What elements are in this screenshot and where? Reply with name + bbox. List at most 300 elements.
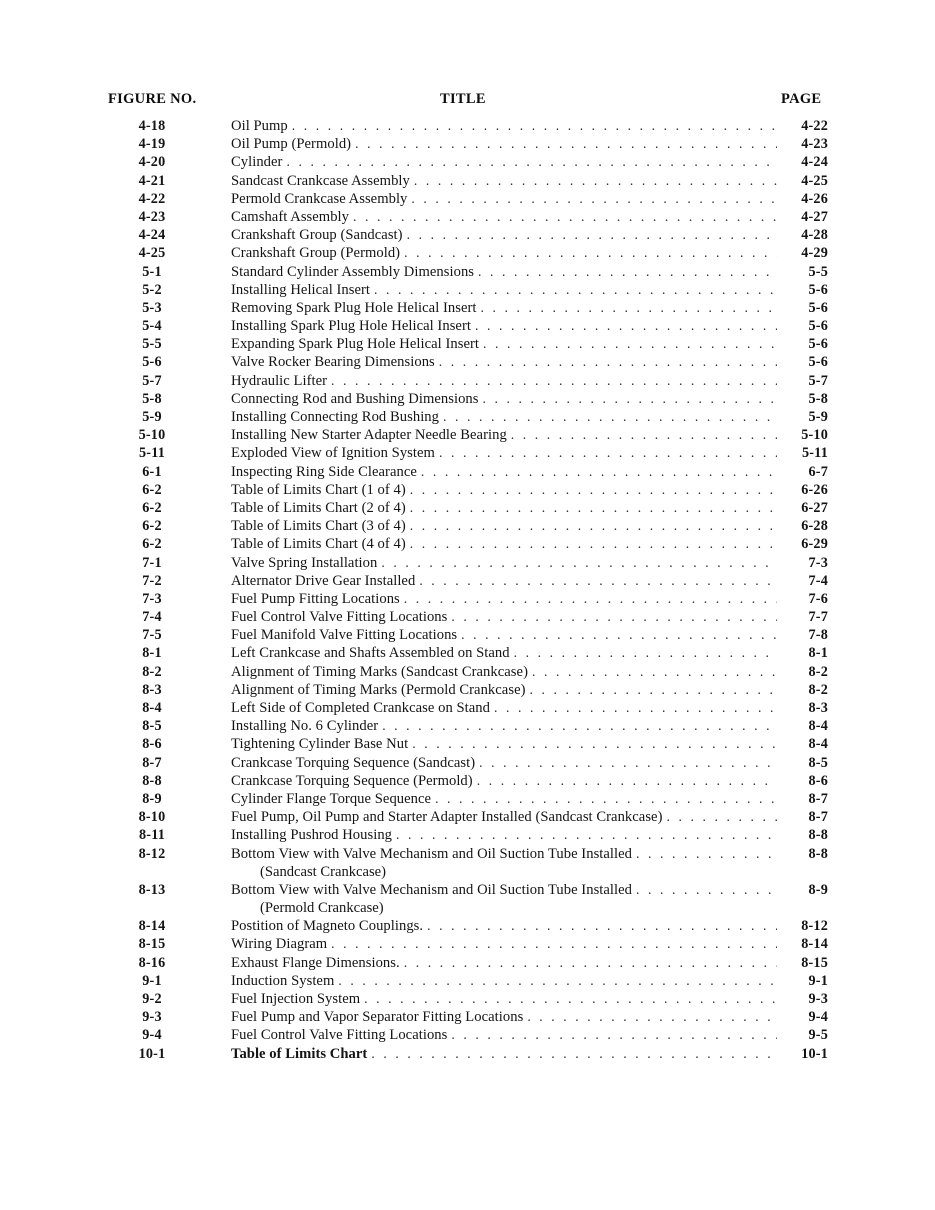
figure-entry-line [231,754,828,772]
leader-dots [404,244,777,262]
figure-title: Permold Crankcase Assembly [231,190,408,207]
figure-number: 8-13 [138,881,166,898]
figure-entry-line [231,390,828,408]
figure-title: Alignment of Timing Marks (Permold Crankcase) [231,681,526,698]
figure-number: 8-16 [138,954,166,971]
figure-title: Bottom View with Valve Mechanism and Oil Suction Tube Installed [231,881,633,898]
figure-entry-line [231,1008,828,1026]
page-number: 7-6 [808,590,828,607]
figure-entry [108,117,828,135]
page-number: 8-2 [808,681,828,698]
figure-entry [108,463,828,481]
figure-entry-line [231,463,828,481]
figure-entry-line [231,663,828,681]
page-number: 10-1 [801,1045,828,1062]
figure-title-continuation: (Permold Crankcase) [260,900,384,917]
figure-entry [108,663,828,681]
figure-entry [108,572,828,590]
figure-title: Table of Limits Chart (2 of 4) [231,499,406,516]
page-number: 4-23 [801,136,828,153]
figure-title: Table of Limits Chart (1 of 4) [231,481,406,498]
page-number: 7-8 [808,627,828,644]
figure-entry-line [231,499,828,517]
figure-title: Induction System [231,972,335,989]
figure-entry-line [231,626,828,644]
figure-number: 4-20 [138,154,166,171]
figure-title: Fuel Pump, Oil Pump and Starter Adapter Installed (Sandcast Crankcase) [231,809,663,826]
figure-entry-line [231,335,828,353]
page-number: 6-26 [801,481,828,498]
figure-number: 8-1 [142,645,162,662]
leader-dots [414,172,777,190]
leader-dots [411,190,777,208]
figure-title: Standard Cylinder Assembly Dimensions [231,263,475,280]
figure-number: 8-8 [142,772,162,789]
leader-dots [527,1008,777,1026]
figure-entry [108,772,828,790]
figure-entry-line [231,517,828,535]
figure-entry [108,408,828,426]
figure-title: Fuel Control Valve Fitting Locations [231,1027,448,1044]
figure-entry-line [231,845,828,863]
figure-entry-line [231,353,828,371]
figure-entry-line [231,917,828,935]
figure-entry-line [231,1026,828,1044]
leader-dots [338,972,777,990]
figure-number: 5-5 [142,336,162,353]
figure-title: Installing Spark Plug Hole Helical Insert [231,318,471,335]
figure-number: 5-6 [142,354,162,371]
figure-number: 5-8 [142,390,162,407]
figure-number: 7-2 [142,572,162,589]
leader-dots [410,517,777,535]
figure-title: Oil Pump (Permold) [231,136,352,153]
page-number: 5-6 [808,336,828,353]
figure-title: Removing Spark Plug Hole Helical Insert [231,299,477,316]
figure-title: Crankshaft Group (Permold) [231,245,401,262]
figure-number: 8-9 [142,790,162,807]
leader-dots [483,390,777,408]
leader-dots [451,608,777,626]
leader-dots [514,644,777,662]
figure-title: Inspecting Ring Side Clearance [231,463,417,480]
page-number: 8-12 [801,918,828,935]
figure-title: Connecting Rod and Bushing Dimensions [231,390,479,407]
figure-number: 8-11 [138,827,166,844]
leader-dots [481,299,777,317]
page-number: 6-29 [801,536,828,553]
figure-entry [108,990,828,1008]
figure-entry-line [231,717,828,735]
leader-dots [404,954,777,972]
figure-entry [108,263,828,281]
page-number: 4-26 [801,190,828,207]
page-number: 9-3 [808,991,828,1007]
leader-dots [478,263,777,281]
figure-entry [108,626,828,644]
figure-entry [108,881,828,899]
figure-number: 8-5 [142,718,162,735]
figure-number: 5-11 [138,445,166,462]
figure-entry-line [231,954,828,972]
figure-entry [108,845,828,863]
page-number: 8-2 [808,663,828,680]
leader-dots [407,226,777,244]
figure-entry-line [231,572,828,590]
page-number: 8-1 [808,645,828,662]
figure-entry [108,444,828,462]
page-number: 5-10 [801,427,828,444]
leader-dots [331,372,777,390]
figure-number: 5-3 [142,299,162,316]
figure-number: 8-10 [138,809,166,826]
page-number: 8-6 [808,772,828,789]
page-number: 9-5 [808,1027,828,1044]
figure-number: 6-2 [142,481,162,498]
figure-number: 9-1 [142,972,162,989]
figure-entry-line [231,190,828,208]
figure-title: Fuel Pump Fitting Locations [231,590,400,607]
figure-number: 9-4 [142,1027,162,1044]
figure-entry [108,826,828,844]
figure-number: 4-18 [138,118,166,134]
leader-dots [530,681,777,699]
page-number: 4-25 [801,172,828,189]
figure-number: 7-5 [142,627,162,644]
figure-title: Valve Spring Installation [231,554,378,571]
leader-dots [419,572,777,590]
figure-title: Hydraulic Lifter [231,372,328,389]
figure-title: Exploded View of Ignition System [231,445,435,462]
figure-number: 4-24 [138,227,166,244]
figure-entry-line [231,372,828,390]
figure-entry-continuation [108,863,828,881]
figure-number: 8-14 [138,918,166,935]
column-header-figure-no: FIGURE NO. [108,91,197,107]
figure-entry [108,535,828,553]
figure-entry [108,735,828,753]
leader-dots [532,663,777,681]
figure-entry [108,644,828,662]
figure-title: Installing Connecting Rod Bushing [231,409,439,425]
figure-entry-line [231,535,828,553]
figure-number: 4-19 [138,136,166,153]
leader-dots [371,1045,777,1063]
figure-number: 6-2 [142,518,162,535]
figure-entry-line [231,772,828,790]
figure-number: 8-7 [142,754,162,771]
figure-title: Left Crankcase and Shafts Assembled on Stand [231,645,510,662]
figure-entry [108,590,828,608]
figure-number: 5-4 [142,318,162,335]
figure-entry [108,299,828,317]
page-number: 8-4 [808,736,828,753]
leader-dots [443,408,777,426]
figure-title: Wiring Diagram [231,936,328,953]
leader-dots [483,335,777,353]
figure-entry [108,426,828,444]
figure-entry-line [231,608,828,626]
figure-entry-line [231,208,828,226]
figure-title: Installing Pushrod Housing [231,827,393,844]
figure-entry [108,754,828,772]
page-number: 5-5 [808,263,828,280]
figure-number: 5-2 [142,281,162,298]
leader-dots [451,1026,777,1044]
leader-dots [410,481,777,499]
figure-title: Installing Helical Insert [231,281,371,298]
leader-dots [479,754,777,772]
figure-entry-line [231,826,828,844]
figure-entry [108,372,828,390]
leader-dots [374,281,777,299]
figure-entry [108,554,828,572]
leader-dots [494,699,777,717]
page-number: 8-5 [808,754,828,771]
figure-number: 5-9 [142,409,162,425]
figure-entry [108,972,828,990]
leader-dots [421,463,777,481]
figure-entry [108,717,828,735]
leader-dots [439,444,777,462]
figure-entry-line [231,935,828,953]
figure-title: Installing New Starter Adapter Needle Bearing [231,427,507,444]
page-number: 4-29 [801,245,828,262]
figure-entry-line [231,554,828,572]
figure-entry-line [231,881,828,899]
figure-title: Sandcast Crankcase Assembly [231,172,410,189]
page-number: 8-14 [801,936,828,953]
figure-number: 5-10 [138,427,166,444]
figure-title: Cylinder Flange Torque Sequence [231,790,432,807]
leader-dots [667,808,778,826]
page-number: 8-4 [808,718,828,735]
figure-entry-line [231,972,828,990]
leader-dots [286,153,777,171]
figure-entry-line [231,317,828,335]
leader-dots [404,590,777,608]
figure-entry [108,935,828,953]
figure-entry [108,681,828,699]
page-number: 7-4 [808,572,828,589]
page-number: 7-7 [808,609,828,626]
figure-number: 9-2 [142,991,162,1007]
figure-title: Expanding Spark Plug Hole Helical Insert [231,336,480,353]
figure-number: 6-1 [142,463,162,480]
figure-title: Alignment of Timing Marks (Sandcast Crankcase) [231,663,528,680]
page-number: 5-6 [808,299,828,316]
figure-entry-line [231,135,828,153]
page-number: 4-27 [801,208,828,225]
column-header-title: TITLE [440,91,486,107]
list-of-figures [108,117,828,1063]
figure-entry [108,208,828,226]
page-number: 6-28 [801,518,828,535]
figure-number: 10-1 [138,1045,166,1062]
figure-entry [108,353,828,371]
page-number: 5-6 [808,318,828,335]
figure-entry [108,1026,828,1044]
page-number: 5-6 [808,281,828,298]
figure-title: Fuel Control Valve Fitting Locations [231,609,448,626]
figure-entry-line [231,735,828,753]
figure-title: Left Side of Completed Crankcase on Stand [231,700,491,716]
figure-number: 7-3 [142,590,162,607]
figure-entry [108,517,828,535]
figure-number: 6-2 [142,499,162,516]
figure-title: Fuel Manifold Valve Fitting Locations [231,627,458,644]
leader-dots [410,535,777,553]
page-number: 5-9 [808,409,828,425]
figure-entry-line [231,299,828,317]
figure-entry [108,244,828,262]
figure-number: 8-3 [142,681,162,698]
page-number: 5-6 [808,354,828,371]
leader-dots [427,917,777,935]
figure-number: 8-15 [138,936,166,953]
page-number: 8-9 [808,881,828,898]
figure-number: 5-7 [142,372,162,389]
figure-entry-line [231,590,828,608]
figure-entry [108,172,828,190]
figure-entry-line [231,281,828,299]
figure-title: Crankcase Torquing Sequence (Sandcast) [231,754,476,771]
figure-entry-line [231,117,828,135]
figure-number: 4-25 [138,245,166,262]
figure-entry [108,790,828,808]
figure-number: 9-3 [142,1009,162,1026]
leader-dots [636,881,777,899]
leader-dots [396,826,777,844]
figure-entry-line [231,681,828,699]
figure-entry-line [231,790,828,808]
figure-title: Fuel Pump and Vapor Separator Fitting Locations [231,1009,524,1026]
column-header-row [108,91,828,111]
figure-entry [108,335,828,353]
figure-number: 4-23 [138,208,166,225]
figure-number: 8-2 [142,663,162,680]
leader-dots [435,790,777,808]
page-number: 5-7 [808,372,828,389]
leader-dots [636,845,777,863]
leader-dots [355,135,777,153]
figure-entry [108,608,828,626]
figure-entry-line [231,808,828,826]
figure-entry [108,317,828,335]
figure-entry-line [231,408,828,426]
figure-title: Fuel Injection System [231,991,361,1007]
figure-number: 7-1 [142,554,162,571]
figure-entry [108,190,828,208]
figure-title: Bottom View with Valve Mechanism and Oil Suction Tube Installed [231,845,633,862]
figure-entry-line [231,244,828,262]
page-number: 5-8 [808,390,828,407]
leader-dots [382,717,777,735]
figure-entry-line [231,153,828,171]
figure-title: Table of Limits Chart (4 of 4) [231,536,406,553]
figure-entry [108,699,828,717]
leader-dots [461,626,777,644]
figure-entry-continuation [108,899,828,917]
figure-title: Postition of Magneto Couplings. [231,918,424,935]
column-header-page: PAGE [781,91,822,107]
figure-title: Valve Rocker Bearing Dimensions [231,354,435,371]
leader-dots [511,426,777,444]
leader-dots [381,554,777,572]
leader-dots [475,317,777,335]
leader-dots [439,353,777,371]
figure-entry-line [231,1045,828,1063]
page-number: 8-7 [808,809,828,826]
page-number: 8-7 [808,790,828,807]
figure-entry-line [231,426,828,444]
figure-number: 8-12 [138,845,166,862]
figure-title: Installing No. 6 Cylinder [231,718,379,735]
figure-number: 6-2 [142,536,162,553]
figure-title: Alternator Drive Gear Installed [231,572,416,589]
page-number: 6-27 [801,499,828,516]
figure-entry [108,153,828,171]
figure-title: Camshaft Assembly [231,208,349,225]
leader-dots [353,208,777,226]
figure-title: Cylinder [231,154,283,171]
page-number: 8-8 [808,845,828,862]
leader-dots [477,772,777,790]
leader-dots [412,735,777,753]
figure-title: Tightening Cylinder Base Nut [231,736,409,753]
page-number: 4-24 [801,154,828,171]
figure-title: Crankshaft Group (Sandcast) [231,227,403,244]
figure-entry-line [231,644,828,662]
figure-title: Crankcase Torquing Sequence (Permold) [231,772,473,789]
figure-title: Table of Limits Chart (3 of 4) [231,518,406,535]
figure-entry [108,135,828,153]
figure-entry [108,808,828,826]
page-number: 8-3 [808,700,828,716]
figure-title: Exhaust Flange Dimensions. [231,954,400,971]
page-number: 6-7 [808,463,828,480]
figure-entry [108,1008,828,1026]
figure-entry-line [231,444,828,462]
figure-entry [108,481,828,499]
figure-title-continuation: (Sandcast Crankcase) [260,863,387,880]
page-number: 9-1 [808,972,828,989]
leader-dots [364,990,777,1008]
figure-entry [108,917,828,935]
figure-entry-line [231,481,828,499]
figure-title: Table of Limits Chart [231,1045,368,1062]
figure-entry [108,281,828,299]
leader-dots [410,499,777,517]
figure-entry-line [231,172,828,190]
figure-entry-line [231,699,828,717]
figure-entry [108,226,828,244]
page-number: 8-8 [808,827,828,844]
figure-entry-line [231,263,828,281]
page-number: 8-15 [801,954,828,971]
figure-number: 5-1 [142,263,162,280]
page-number: 4-22 [801,118,828,134]
figure-entry [108,390,828,408]
figure-entry-line [231,226,828,244]
page-number: 5-11 [801,445,828,462]
figure-title: Oil Pump [231,118,288,134]
figure-entry [108,954,828,972]
figure-entry [108,499,828,517]
figure-number: 4-21 [138,172,166,189]
figure-number: 8-6 [142,736,162,753]
page-number: 7-3 [808,554,828,571]
